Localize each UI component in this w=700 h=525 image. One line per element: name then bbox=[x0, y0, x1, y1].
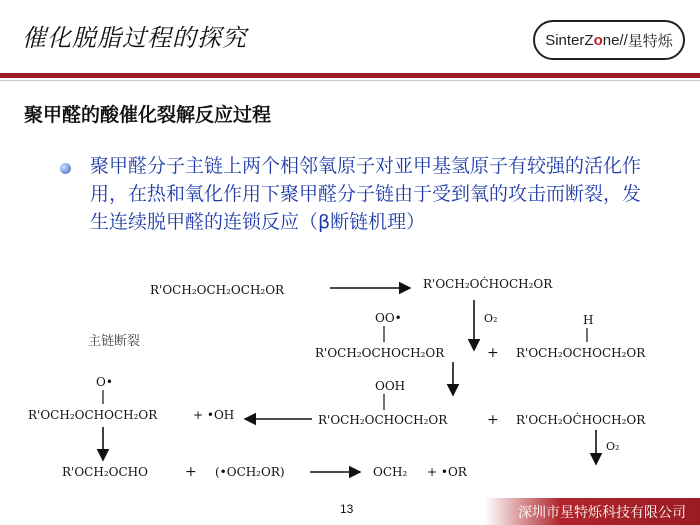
hydroperoxide: R'OCH₂OCHOCH₂OR bbox=[318, 413, 448, 427]
reaction-scheme bbox=[0, 262, 700, 492]
rh-molecule: R'OCH₂OCHOCH₂OR bbox=[516, 346, 646, 360]
o2-label-top: O₂ bbox=[484, 312, 498, 325]
oo-mark: OO• bbox=[375, 311, 402, 325]
h-mark: H bbox=[583, 313, 594, 327]
company-logo bbox=[533, 20, 685, 60]
plus-2: + bbox=[185, 464, 197, 480]
footer-company: 深圳市星特烁科技有限公司 bbox=[518, 505, 686, 521]
main-chain-scission-label: 主链断裂 bbox=[88, 334, 141, 349]
start-polymer: R'OCH₂OCH₂OCH₂OR bbox=[150, 283, 285, 297]
bullet-dot-icon bbox=[60, 163, 71, 174]
plus-radical: + bbox=[487, 412, 499, 428]
logo-o-mark: o bbox=[593, 31, 603, 49]
o2-label-right: O₂ bbox=[606, 440, 620, 453]
bullet-text: 聚甲醛分子主链上两个相邻氧原子对亚甲基氢原子有较强的活化作用，在热和氧化作用下聚甲醛分子链由于受到氧的攻击而断裂，发生连续脱甲醛的连锁反应（β断链机理） bbox=[90, 155, 642, 233]
logo-text-part1: SinterZ bbox=[545, 31, 594, 49]
och2or-radical: (•OCH₂OR) bbox=[215, 465, 285, 479]
ooh-mark: OOH bbox=[375, 379, 406, 393]
formaldehyde: OCH₂ bbox=[373, 465, 408, 479]
slide-subtitle: 聚甲醛的酸催化裂解反应过程 bbox=[24, 104, 272, 126]
radical-right: R'OCH₂OĊHOCH₂OR bbox=[516, 413, 646, 427]
header-rule bbox=[0, 73, 700, 78]
alkoxy-radical: R'OCH₂OCHOCH₂OR bbox=[28, 408, 158, 422]
peroxy-radical: R'OCH₂OCHOCH₂OR bbox=[315, 346, 445, 360]
logo-separator: // bbox=[619, 31, 628, 49]
header-rule-thin bbox=[0, 80, 700, 81]
o-dot-mark: O• bbox=[96, 375, 113, 389]
logo-cn-text: 星特烁 bbox=[627, 32, 673, 50]
formate-product: R'OCH₂OCHO bbox=[62, 465, 148, 479]
plus-1: + bbox=[487, 345, 499, 361]
logo-text-part2: ne bbox=[602, 31, 620, 49]
radical-top: R'OCH₂OĊHOCH₂OR bbox=[423, 277, 553, 291]
slide-title: 催化脱脂过程的探究 bbox=[22, 24, 247, 52]
page-number: 13 bbox=[340, 502, 354, 516]
plus-or: + •OR bbox=[427, 465, 467, 479]
plus-oh: + •OH bbox=[193, 408, 235, 422]
